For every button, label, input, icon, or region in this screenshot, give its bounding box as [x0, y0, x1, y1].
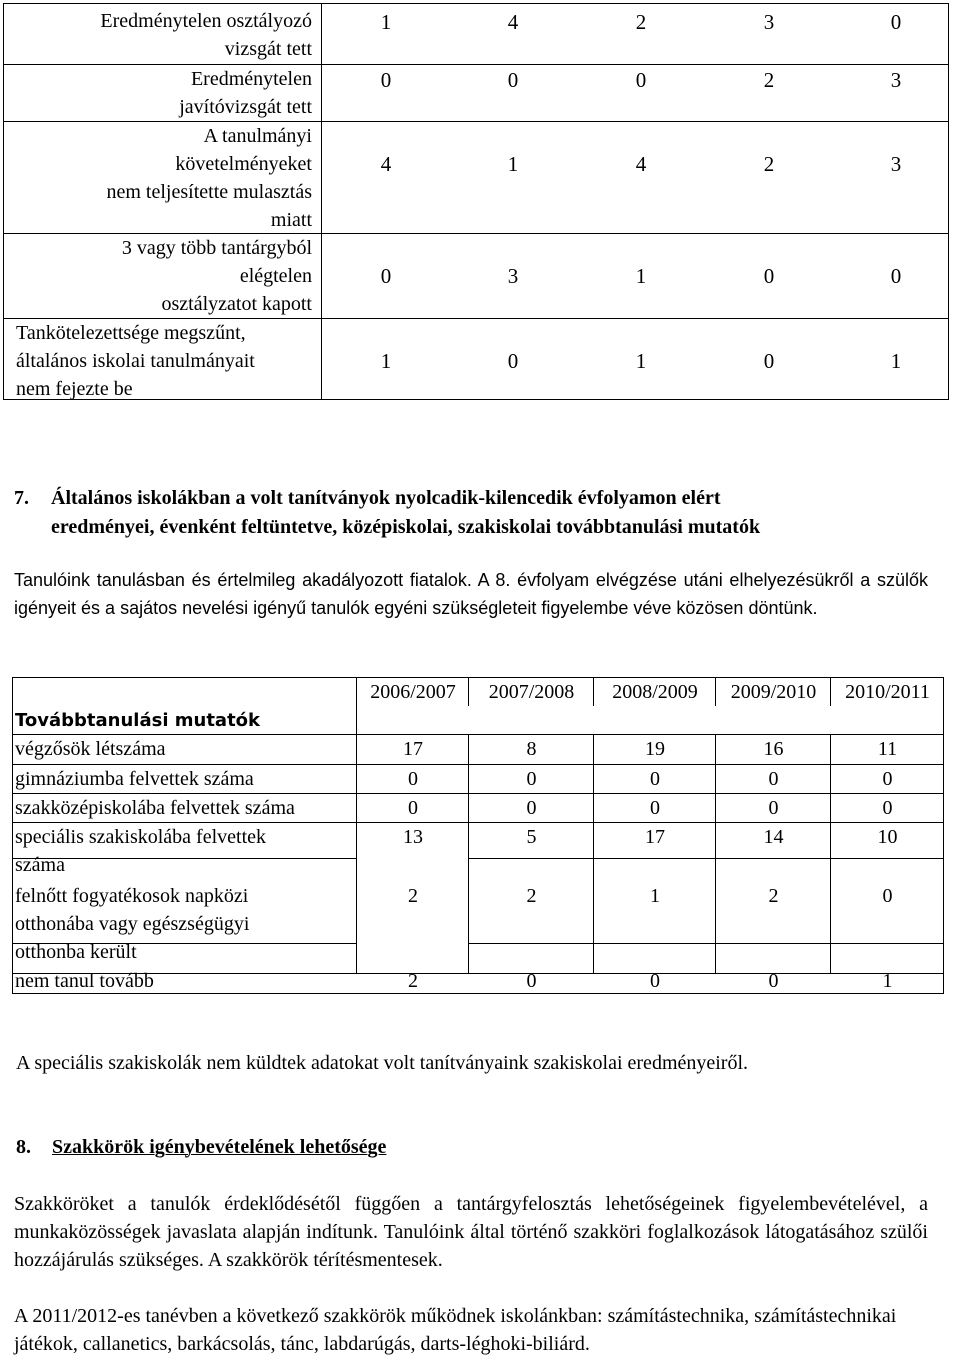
- table-cell: 0: [526, 768, 537, 790]
- table-cell: 13: [403, 826, 423, 848]
- table-cell: 0: [380, 68, 392, 92]
- table-cell: 0: [507, 349, 519, 373]
- section-7-paragraph: Tanulóink tanulásban és értelmileg akadályozott fiatalok. A 8. évfolyam elvégzése utáni elhelyezésükről a szülők igényeit és a sajátos nevelési igényű tanulók egyéni szükségleteit figyelembe véve közösen döntünk.: [14, 570, 928, 618]
- table-cell: 4: [507, 10, 519, 34]
- label-line: vizsgát tett: [224, 38, 312, 60]
- table-row: [4, 64, 948, 122]
- table-cell: 0: [768, 768, 779, 790]
- row-label: végzősök létszáma: [15, 738, 166, 760]
- label-line: követelményeket: [175, 153, 312, 175]
- row-label: speciális szakiskolába felvettek: [15, 826, 267, 848]
- note-text: A speciális szakiskolák nem küldtek adatokat volt tanítványaink szakiskolai eredményeiről.: [16, 1052, 749, 1074]
- row-label: nem tanul tovább: [15, 970, 154, 992]
- row-label: [4, 7, 312, 63]
- section-number: 8.: [16, 1136, 31, 1158]
- table-cell: 1: [380, 10, 392, 34]
- table-row: [4, 121, 948, 234]
- row-label: [4, 234, 312, 318]
- table-cell: 3: [890, 152, 902, 176]
- table-cell: 2: [763, 152, 775, 176]
- table-cell: 0: [882, 797, 893, 819]
- label-line: javítóvizsgát tett: [179, 96, 312, 118]
- row-label: [16, 319, 316, 403]
- table-row: [4, 318, 948, 399]
- table-cell: 11: [877, 738, 898, 760]
- label-line: elégtelen: [239, 265, 312, 287]
- year-header: 2006/2007: [370, 681, 456, 703]
- table-cell: 0: [882, 768, 893, 790]
- table-cell: 1: [380, 349, 392, 373]
- table-cell: 0: [763, 264, 775, 288]
- year-header: 2010/2011: [845, 681, 930, 703]
- table-cell: 4: [635, 152, 647, 176]
- year-header: 2009/2010: [730, 681, 817, 703]
- row-label: otthonba került: [15, 941, 137, 963]
- row-label: szakközépiskolába felvettek száma: [15, 797, 295, 819]
- table-cell: 2: [408, 970, 418, 992]
- row-divider: [468, 943, 943, 944]
- table-cell: 1: [635, 264, 647, 288]
- column-divider: [356, 678, 357, 973]
- table-cell: 0: [408, 797, 418, 819]
- table-cell: 1: [635, 349, 647, 373]
- label-line: Tankötelezettsége megszűnt,: [16, 322, 246, 344]
- column-divider: [468, 678, 469, 706]
- table-cell: 1: [507, 152, 519, 176]
- table-cell: 0: [650, 970, 660, 992]
- label-line: nem fejezte be: [16, 378, 133, 400]
- label-line: nem teljesítette mulasztás: [106, 181, 312, 203]
- table-cell: 2: [408, 885, 418, 907]
- table-cell: 2: [635, 10, 647, 34]
- table-cell: 2: [526, 885, 537, 907]
- label-line: Eredménytelen osztályozó: [100, 10, 312, 32]
- table-cell: 0: [408, 768, 418, 790]
- table-cell: 0: [526, 970, 537, 992]
- section-8-paragraph: A 2011/2012-es tanévben a következő szakkörök működnek iskolánkban: számítástechnika, számítástechnikai játékok, callanetics, barkácsolás, tánc, labdarúgás, darts-léghoki-biliárd.: [14, 1305, 897, 1355]
- table-cell: 3: [890, 68, 902, 92]
- row-label: otthonába vagy egészségügyi: [15, 913, 250, 935]
- table-cell: 1: [890, 349, 902, 373]
- table-cell: 0: [768, 970, 779, 992]
- label-line: általános iskolai tanulmányait: [16, 350, 255, 372]
- row-label: száma: [15, 854, 65, 876]
- column-divider: [715, 678, 716, 706]
- outcomes-table: [3, 3, 949, 400]
- table-cell: 14: [763, 826, 784, 848]
- table-cell: 0: [635, 68, 647, 92]
- row-label: gimnáziumba felvettek száma: [15, 768, 254, 790]
- table-cell: 3: [507, 264, 519, 288]
- table-cell: 5: [526, 826, 537, 848]
- further-education-table: [12, 677, 944, 994]
- table-cell: 0: [882, 885, 893, 907]
- section-title-line: Általános iskolákban a volt tanítványok nyolcadik-kilencedik évfolyamon elért: [51, 487, 721, 509]
- section-number: 7.: [14, 487, 29, 509]
- table-cell: 1: [650, 885, 660, 907]
- section-title: Szakkörök igénybevételének lehetősége: [52, 1136, 387, 1158]
- column-divider: [468, 735, 469, 973]
- table-cell: 0: [380, 264, 392, 288]
- table-cell: 0: [526, 797, 537, 819]
- table-cell: 3: [763, 10, 775, 34]
- table-row: [4, 233, 948, 319]
- row-label: [4, 122, 312, 234]
- column-divider: [593, 735, 594, 973]
- table-cell: 17: [645, 826, 665, 848]
- table-cell: 10: [877, 826, 898, 848]
- table-cell: 0: [507, 68, 519, 92]
- label-line: 3 vagy több tantárgyból: [121, 237, 312, 259]
- section-title-line: eredményei, évenként feltüntetve, középiskolai, szakiskolai továbbtanulási mutatók: [51, 516, 761, 538]
- section-8-paragraph: Szakköröket a tanulók érdeklődésétől függően a tantárgyfelosztás lehetőségeinek figyelembevételével, a munkaközösségek javaslata alapján indítunk. Tanulóink által történő szakköri foglalkozások látogatásához szülői hozzájárulás szükséges. A szakkörök térítésmentesek.: [14, 1193, 928, 1271]
- column-divider: [593, 678, 594, 706]
- table-cell: 0: [650, 797, 660, 819]
- table-cell: 1: [882, 970, 893, 992]
- column-divider: [715, 735, 716, 973]
- column-divider: [830, 735, 831, 973]
- table-cell: 0: [763, 349, 775, 373]
- row-label: [4, 65, 312, 121]
- row-divider: [468, 858, 943, 859]
- table-cell: 2: [763, 68, 775, 92]
- table-cell: 0: [650, 768, 660, 790]
- table-cell: 2: [768, 885, 779, 907]
- table-cell: 16: [763, 738, 784, 760]
- label-line: A tanulmányi: [203, 125, 312, 147]
- column-divider: [830, 678, 831, 706]
- table-cell: 4: [380, 152, 392, 176]
- label-line: miatt: [270, 209, 312, 231]
- table-cell: 8: [526, 738, 537, 760]
- table-cell: 0: [890, 264, 902, 288]
- year-header: 2008/2009: [612, 681, 698, 703]
- table-cell: 0: [768, 797, 779, 819]
- table-cell: 19: [645, 738, 665, 760]
- row-label: felnőtt fogyatékosok napközi: [15, 885, 249, 907]
- label-line: Eredménytelen: [190, 68, 312, 90]
- label-line: osztályzatot kapott: [161, 293, 312, 315]
- table-header-label: Továbbtanulási mutatók: [15, 710, 261, 731]
- year-header: 2007/2008: [488, 681, 575, 703]
- table-row: [4, 7, 948, 64]
- table-cell: 17: [403, 738, 423, 760]
- table-cell: 0: [890, 10, 902, 34]
